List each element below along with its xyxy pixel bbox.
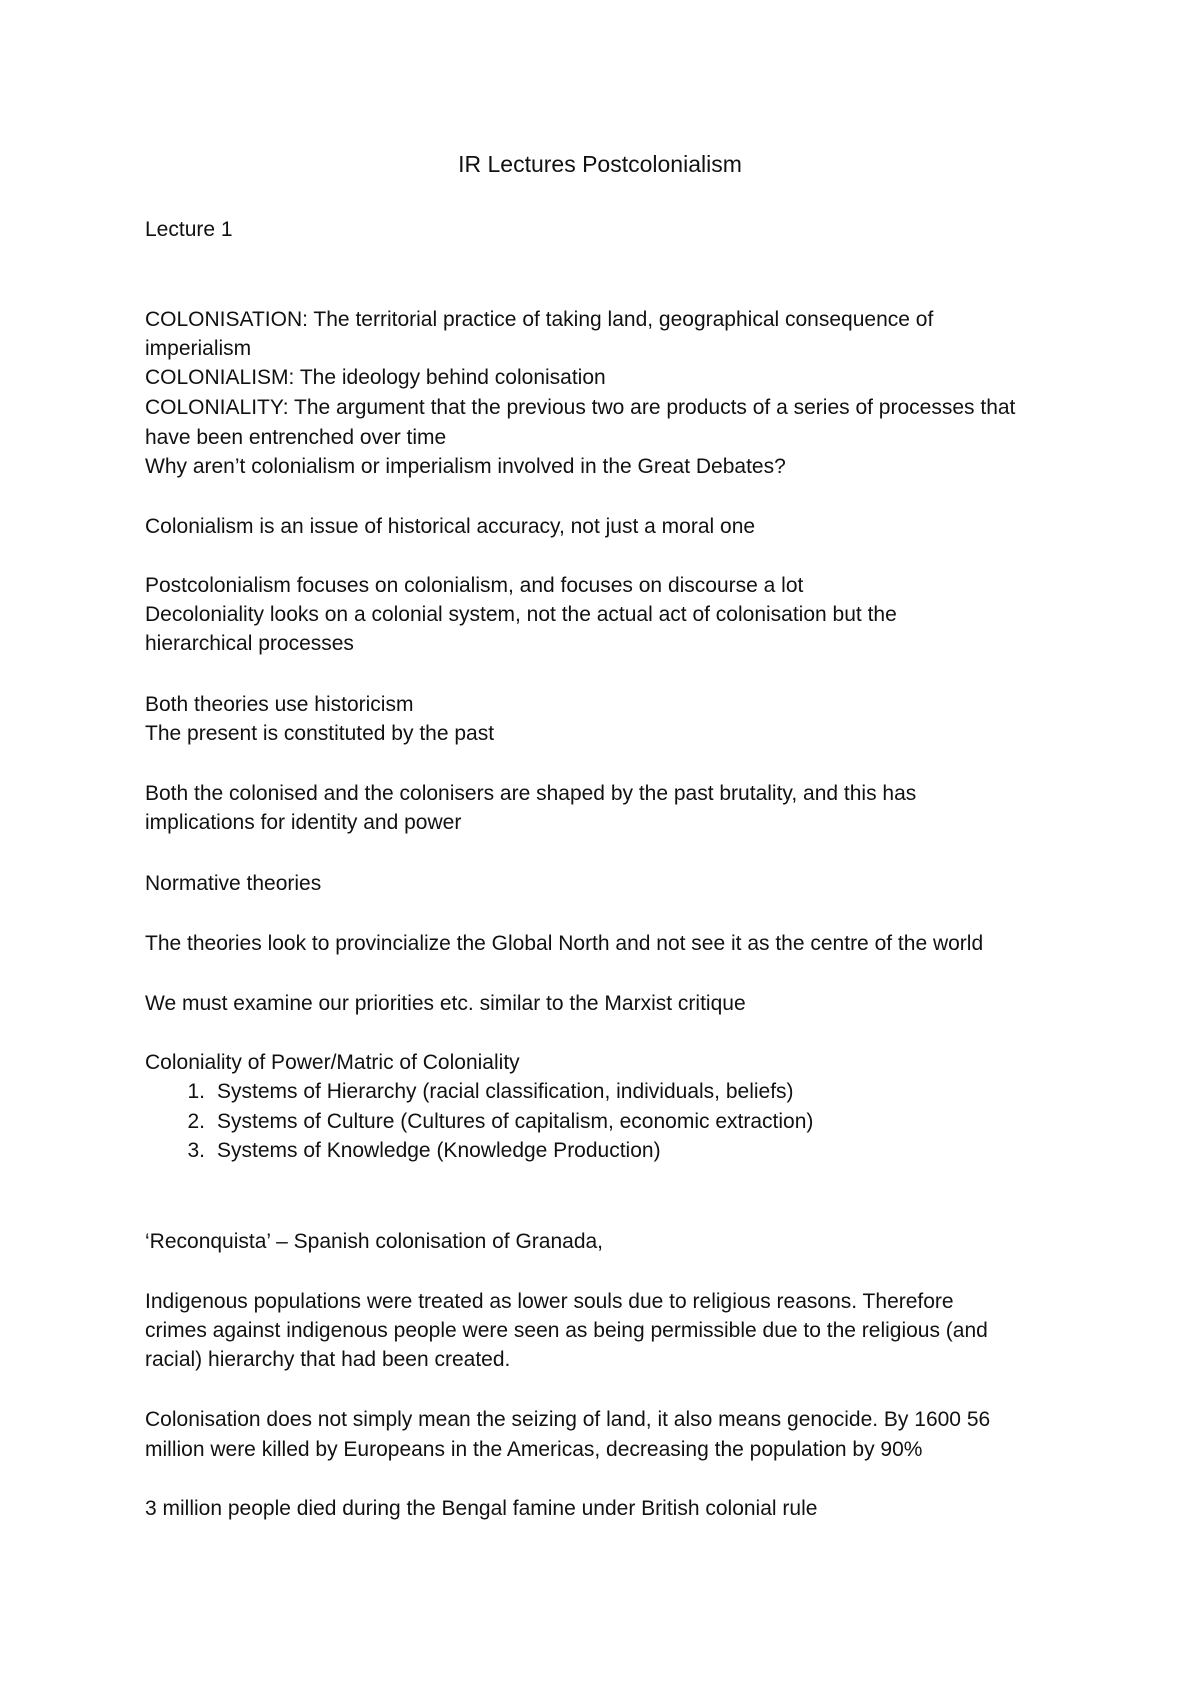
text-line: COLONIALISM: The ideology behind colonisation — [145, 366, 606, 389]
text-line: COLONISATION: The territorial practice of taking land, geographical consequence of — [145, 308, 934, 331]
text-line: Decoloniality looks on a colonial system, not the actual act of colonisation but the — [145, 603, 897, 626]
text-line: The present is constituted by the past — [145, 722, 495, 745]
text-line: million were killed by Europeans in the Americas, decreasing the population by 90% — [145, 1438, 923, 1461]
text-line: 3 million people died during the Bengal famine under British colonial rule — [145, 1497, 818, 1520]
text-line: We must examine our priorities etc. similar to the Marxist critique — [145, 992, 746, 1015]
page-title: IR Lectures Postcolonialism — [458, 151, 742, 177]
text-line: The theories look to provincialize the Global North and not see it as the centre of the world — [145, 932, 984, 955]
list-marker: 1. — [187, 1080, 205, 1103]
text-line: ‘Reconquista’ – Spanish colonisation of Granada, — [145, 1230, 604, 1253]
list-item-text: Systems of Hierarchy (racial classification, individuals, beliefs) — [217, 1080, 794, 1103]
text-line: Both theories use historicism — [145, 693, 414, 716]
text-line: imperialism — [145, 337, 252, 360]
list-item-text: Systems of Knowledge (Knowledge Production) — [217, 1139, 661, 1162]
list-marker: 2. — [187, 1110, 205, 1133]
list-marker: 3. — [187, 1139, 205, 1162]
text-line: Normative theories — [145, 872, 322, 895]
text-line: Colonisation does not simply mean the seizing of land, it also means genocide. By 1600 56 — [145, 1408, 991, 1431]
text-line: crimes against indigenous people were seen as being permissible due to the religious (and — [145, 1319, 988, 1342]
list-heading: Coloniality of Power/Matric of Coloniality — [145, 1051, 520, 1074]
list-item-text: Systems of Culture (Cultures of capitalism, economic extraction) — [217, 1110, 814, 1133]
text-line: racial) hierarchy that had been created. — [145, 1348, 511, 1371]
text-line: Why aren’t colonialism or imperialism involved in the Great Debates? — [145, 455, 786, 478]
list-item — [145, 1108, 813, 1136]
list-item — [145, 1078, 794, 1106]
list-item — [145, 1137, 661, 1165]
text-line: Colonialism is an issue of historical accuracy, not just a moral one — [145, 515, 756, 538]
text-line: Both the colonised and the colonisers are shaped by the past brutality, and this has — [145, 782, 917, 805]
text-line: hierarchical processes — [145, 632, 354, 655]
text-line: Indigenous populations were treated as lower souls due to religious reasons. Therefore — [145, 1290, 954, 1313]
lecture-heading: Lecture 1 — [145, 218, 233, 241]
text-line: COLONIALITY: The argument that the previous two are products of a series of processes that — [145, 396, 1016, 419]
text-line: Postcolonialism focuses on colonialism, and focuses on discourse a lot — [145, 574, 804, 597]
text-line: have been entrenched over time — [145, 426, 447, 449]
text-line: implications for identity and power — [145, 811, 462, 834]
